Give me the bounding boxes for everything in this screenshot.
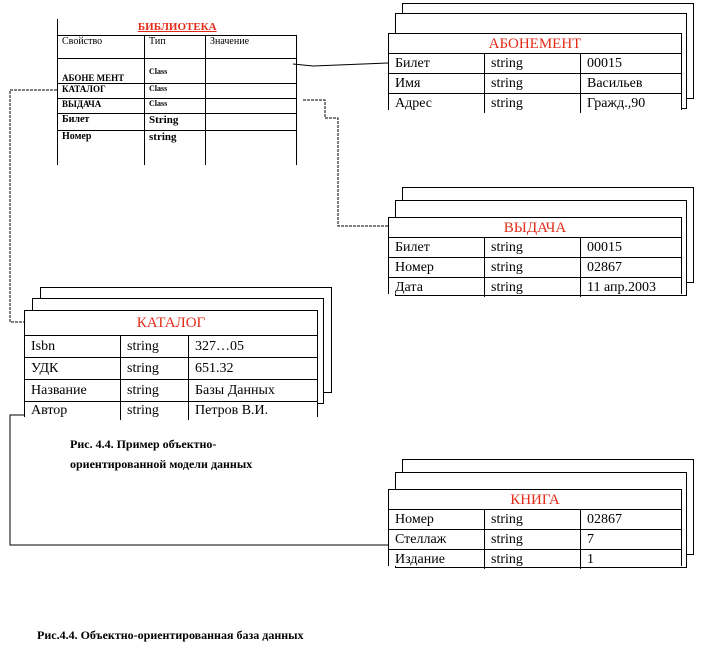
cell-prop: Дата: [389, 278, 485, 298]
library-header-property: Свойство: [58, 36, 145, 59]
library-row-value: [206, 84, 297, 99]
table-row: [389, 530, 681, 550]
cell-type: string: [485, 278, 581, 298]
table-row: [389, 54, 681, 74]
library-row-prop: ВЫДАЧА: [58, 99, 145, 114]
library-row-type: Class: [145, 59, 206, 84]
cell-type: string: [121, 402, 189, 421]
cell-type: string: [121, 336, 189, 358]
cell-prop: Билет: [389, 238, 485, 258]
library-row-type: string: [145, 131, 206, 166]
library-row-type: String: [145, 114, 206, 131]
cell-type: string: [485, 530, 581, 550]
library-row-type: Class: [145, 84, 206, 99]
table-row: [389, 238, 681, 258]
cell-type: string: [485, 238, 581, 258]
cell-type: string: [485, 54, 581, 74]
table-row: [25, 380, 317, 402]
cell-type: string: [485, 510, 581, 530]
table-row: [25, 358, 317, 380]
cell-value: 00015: [587, 240, 622, 255]
cell-type: string: [485, 74, 581, 94]
library-row-value: [206, 131, 297, 166]
cell-prop: Название: [25, 380, 121, 402]
cell-value: 11 апр.2003: [581, 278, 682, 298]
cell-prop: Стеллаж: [389, 530, 485, 550]
cell-value: Петров В.И.: [189, 402, 318, 421]
connector-vydacha: [303, 100, 388, 226]
kniga-title: КНИГА: [389, 490, 681, 510]
cell-prop: Автор: [25, 402, 121, 421]
library-row-prop: Билет: [58, 114, 145, 131]
abonement-object: [388, 33, 682, 110]
cell-value: Гражд.,90: [581, 94, 682, 114]
library-row-value: [206, 114, 297, 131]
cell-prop: Isbn: [25, 336, 121, 358]
figure-caption-inner: Рис. 4.4. Пример объектно-ориентированной модели данных: [70, 437, 253, 471]
vydacha-table: [389, 238, 681, 297]
cell-value: Базы Данных: [189, 380, 318, 402]
library-header-type: Тип: [145, 36, 206, 59]
vydacha-title: ВЫДАЧА: [389, 218, 681, 238]
katalog-table: [25, 336, 317, 420]
cell-value: 1: [581, 550, 682, 570]
cell-type: string: [121, 358, 189, 380]
library-row-prop: АБОНЕ МЕНТ: [58, 59, 145, 84]
table-row: [389, 94, 681, 114]
library-row-prop: Номер: [58, 131, 145, 166]
cell-prop: УДК: [25, 358, 121, 380]
library-header-value: Значение: [206, 36, 297, 59]
cell-prop: Номер: [389, 258, 485, 278]
cell-value: 327…05: [195, 339, 244, 354]
table-row: [389, 258, 681, 278]
cell-prop: Билет: [389, 54, 485, 74]
cell-type: string: [485, 550, 581, 570]
cell-prop: Издание: [389, 550, 485, 570]
katalog-title: КАТАЛОГ: [25, 311, 317, 336]
abonement-table: [389, 54, 681, 113]
kniga-object: [388, 489, 682, 566]
table-row: [25, 402, 317, 421]
figure-caption-main: Рис.4.4. Объектно-ориентированная база данных: [37, 628, 304, 642]
library-row-type: Class: [145, 99, 206, 114]
vydacha-object: [388, 217, 682, 294]
cell-value: 7: [581, 530, 682, 550]
cell-value: Васильев: [581, 74, 682, 94]
cell-value: 651.32: [189, 358, 318, 380]
library-row-prop: КАТАЛОГ: [58, 84, 145, 99]
cell-type: string: [485, 258, 581, 278]
cell-prop: Адрес: [389, 94, 485, 114]
kniga-table: [389, 510, 681, 569]
cell-prop: Номер: [389, 510, 485, 530]
cell-value: 00015: [587, 56, 622, 71]
table-row: [389, 74, 681, 94]
library-title: БИБЛИОТЕКА: [58, 19, 297, 36]
cell-value: 02867: [581, 258, 682, 278]
katalog-object: [24, 310, 318, 417]
table-row: [389, 278, 681, 298]
connector-abonement: [293, 63, 388, 66]
table-row: [389, 550, 681, 570]
cell-prop: Имя: [389, 74, 485, 94]
cell-type: string: [121, 380, 189, 402]
cell-value: 02867: [587, 512, 622, 527]
library-row-value: [206, 99, 297, 114]
abonement-title: АБОНЕМЕНТ: [389, 34, 681, 54]
table-row: [25, 336, 317, 358]
library-table: [57, 19, 297, 165]
cell-type: string: [485, 94, 581, 114]
library-row-value: [206, 59, 297, 84]
table-row: [389, 510, 681, 530]
